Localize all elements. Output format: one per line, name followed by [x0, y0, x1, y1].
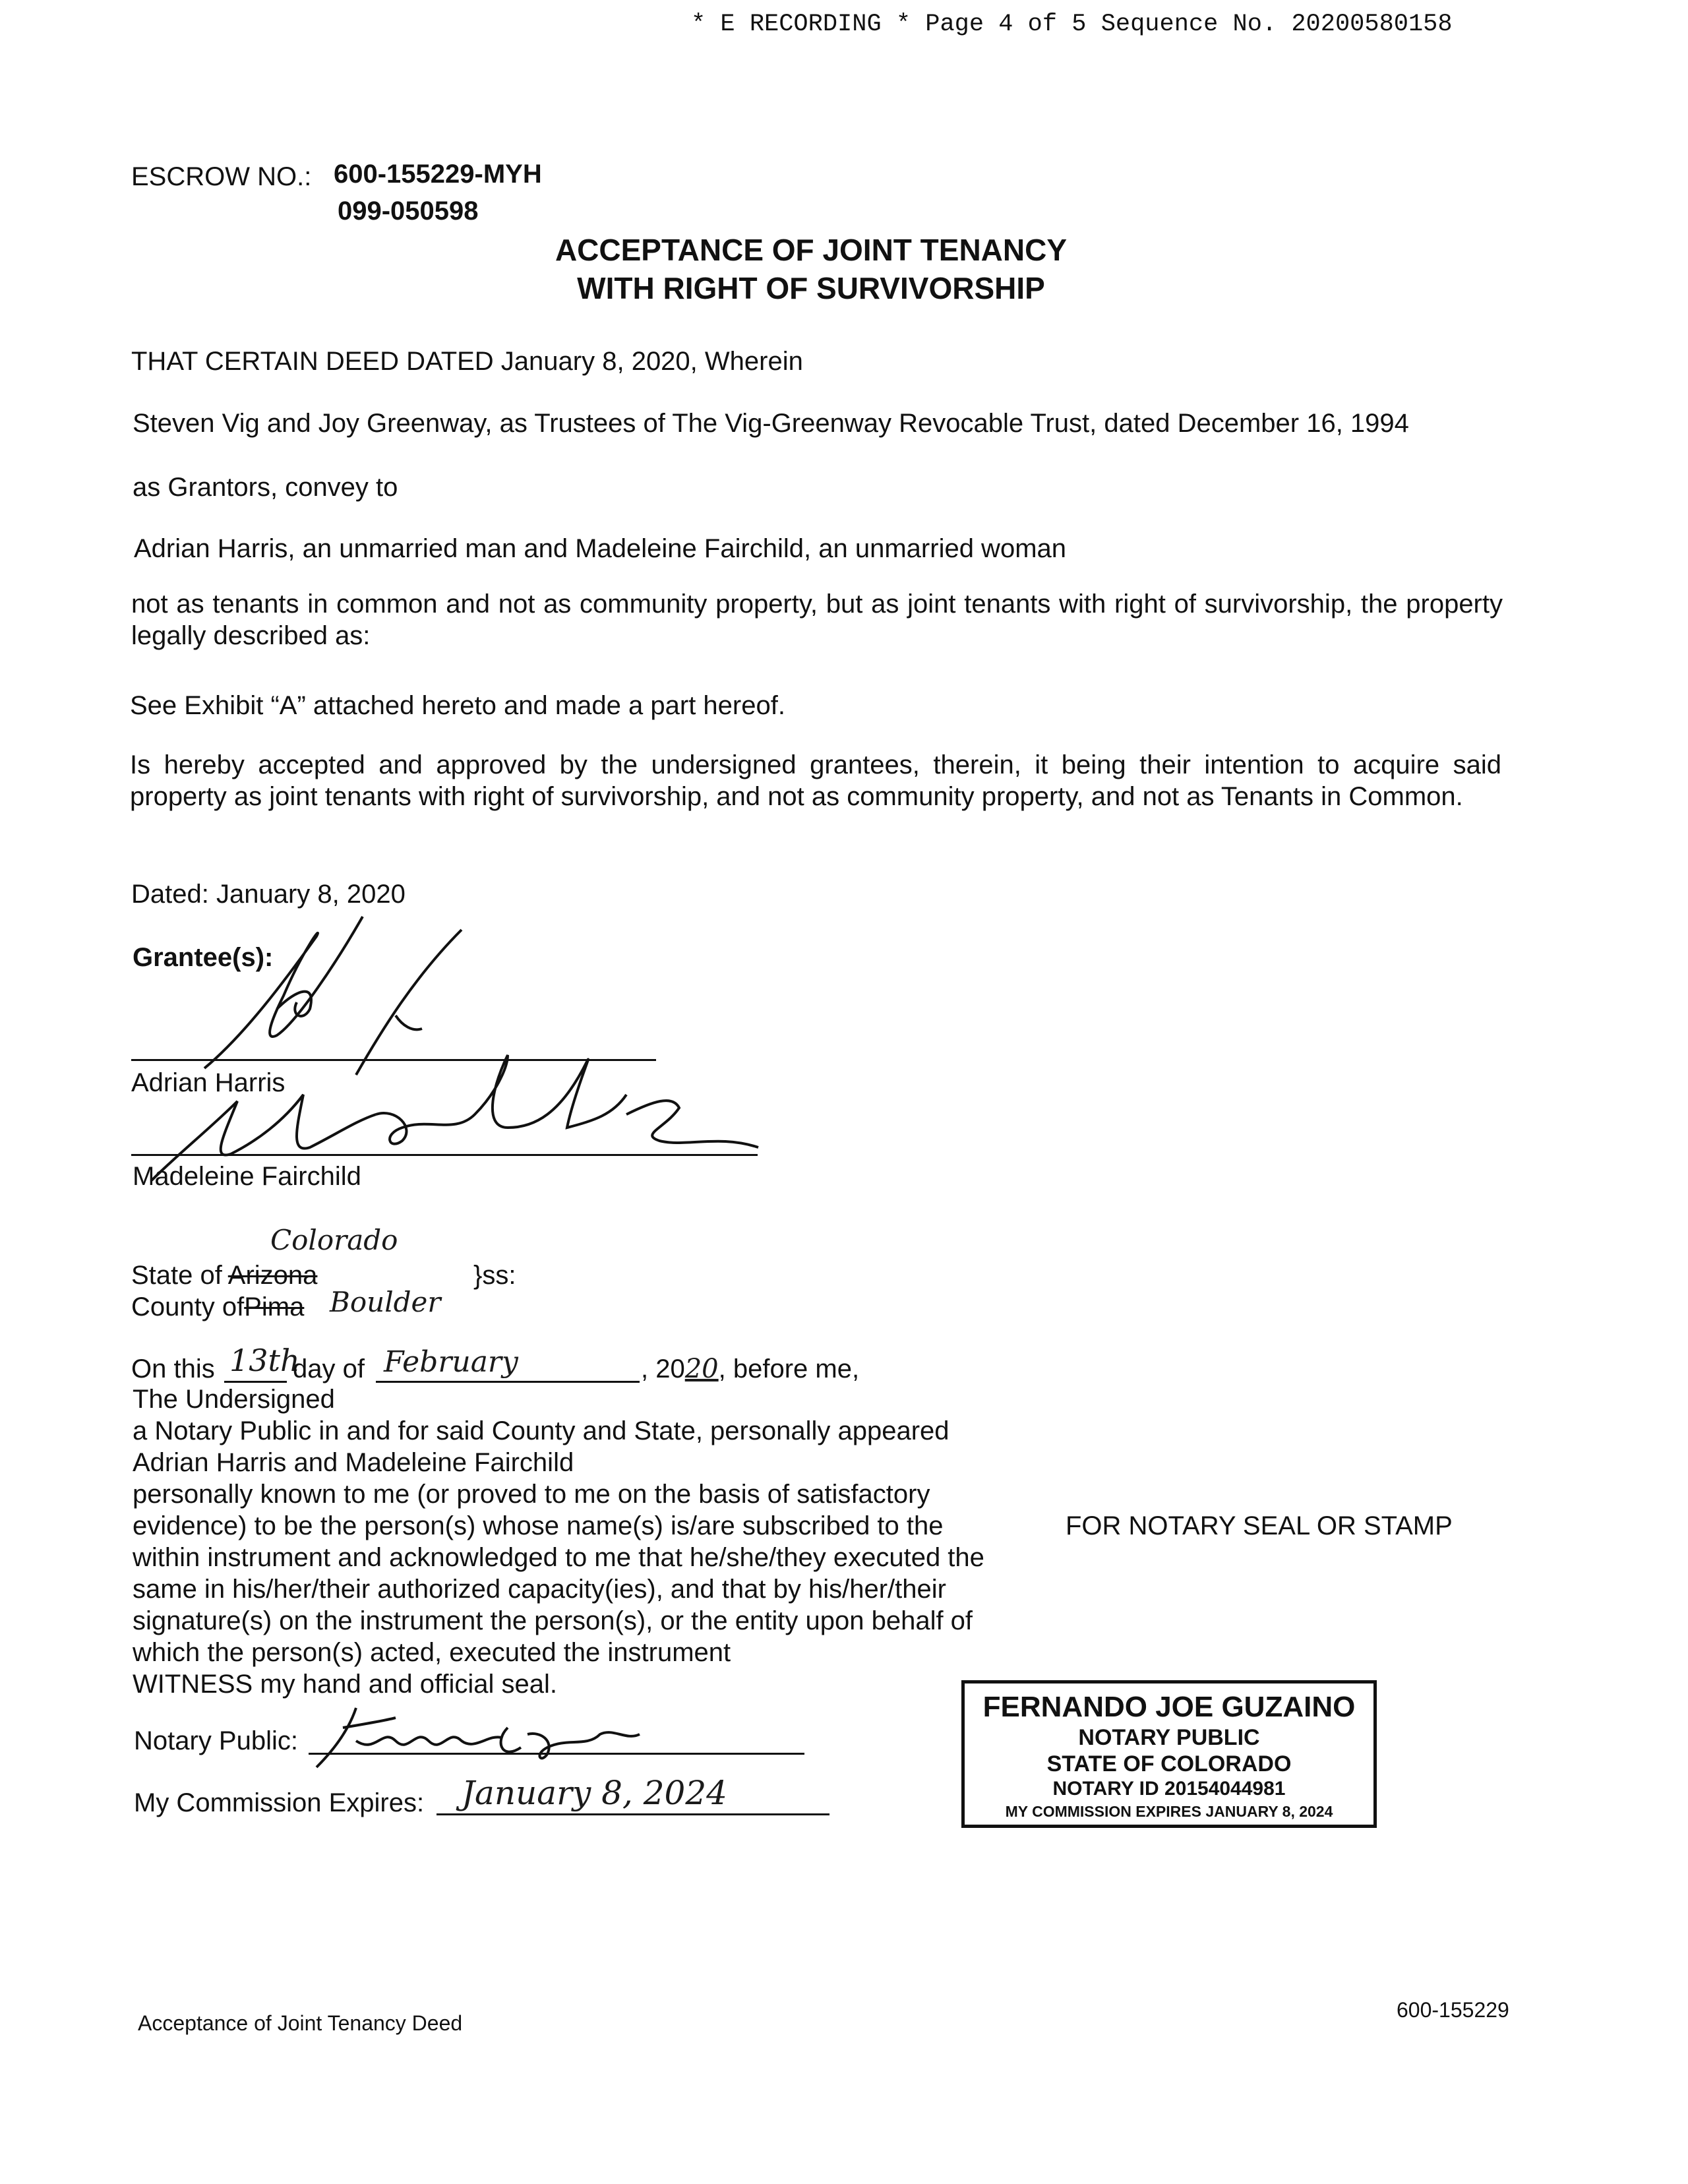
year-handwritten: 20 — [684, 1354, 719, 1384]
recording-header: * E RECORDING * Page 4 of 5 Sequence No. 20200580158 — [691, 11, 1453, 38]
escrow-label: ESCROW NO.: — [131, 162, 312, 191]
stamp-expires: MY COMMISSION EXPIRES JANUARY 8, 2024 — [1005, 1803, 1333, 1820]
ack-line: personally known to me (or proved to me on the basis of satisfactory — [133, 1480, 930, 1509]
state-handwritten: Colorado — [270, 1224, 398, 1256]
notary-public-label: Notary Public: — [134, 1726, 298, 1755]
grantee-2-signature — [138, 1042, 798, 1187]
ack-line: evidence) to be the person(s) whose name(s) is/are subscribed to the — [133, 1511, 944, 1540]
grantors-names: Steven Vig and Joy Greenway, as Trustees of The Vig-Greenway Revocable Trust, dated December 16, 1994 — [133, 409, 1409, 438]
state-printed-struck: Arizona — [227, 1261, 318, 1290]
county-printed-struck: Pima — [244, 1292, 305, 1321]
grantors-convey: as Grantors, convey to — [133, 473, 398, 502]
dated-line: Dated: January 8, 2020 — [131, 880, 406, 909]
month-blank-line — [376, 1381, 640, 1383]
day-blank-line — [224, 1381, 287, 1383]
escrow-number-1: 600-155229-MYH — [334, 160, 542, 189]
grantees-label: Grantee(s): — [133, 943, 274, 972]
grantees-names: Adrian Harris, an unmarried man and Madeleine Fairchild, an unmarried woman — [134, 534, 1067, 563]
county-label: County of — [131, 1292, 245, 1321]
year-prefix: , 20 — [641, 1354, 685, 1383]
document-title-line-1: ACCEPTANCE OF JOINT TENANCY — [555, 233, 1068, 267]
ack-line: Adrian Harris and Madeleine Fairchild — [133, 1448, 574, 1477]
commission-handwritten: January 8, 2024 — [462, 1774, 727, 1812]
commission-label: My Commission Expires: — [134, 1788, 425, 1817]
notary-stamp — [961, 1680, 1377, 1828]
grantee-1-name: Adrian Harris — [131, 1068, 286, 1097]
deed-line: THAT CERTAIN DEED DATED January 8, 2020, Wherein — [131, 347, 803, 376]
commission-line — [437, 1813, 829, 1815]
notary-signature — [310, 1701, 653, 1774]
stamp-title: NOTARY PUBLIC — [1078, 1725, 1260, 1750]
ack-line: same in his/her/their authorized capacity(ies), and that by his/her/their — [133, 1575, 946, 1604]
state-label: State of — [131, 1261, 222, 1290]
before-me: , before me, — [718, 1354, 860, 1383]
footer-left: Acceptance of Joint Tenancy Deed — [138, 2011, 463, 2035]
month-handwritten: February — [384, 1345, 518, 1379]
day-of-label: day of — [293, 1354, 365, 1383]
exhibit-line: See Exhibit “A” attached hereto and made a part hereof. — [130, 691, 785, 720]
tenancy-clause: not as tenants in common and not as community property, but as joint tenants with right of survivorship, the property legally described as: — [131, 590, 1503, 650]
acknowledgment-text — [133, 1383, 984, 1700]
grantee-2-name: Madeleine Fairchild — [133, 1162, 361, 1191]
notary-seal-placeholder: FOR NOTARY SEAL OR STAMP — [1066, 1511, 1453, 1540]
stamp-state: STATE OF COLORADO — [1046, 1751, 1292, 1776]
escrow-number-2: 099-050598 — [338, 197, 479, 226]
ack-line: The Undersigned — [133, 1385, 335, 1414]
ack-line: WITNESS my hand and official seal. — [133, 1670, 557, 1699]
ack-line: signature(s) on the instrument the person(s), or the entity upon behalf of — [133, 1606, 973, 1635]
footer-right: 600-155229 — [1397, 1998, 1509, 2022]
acceptance-clause: Is hereby accepted and approved by the undersigned grantees, therein, it being their intention to acquire said property as joint tenants with right of survivorship, and not as community property, and not as Tenants in Common. — [130, 750, 1501, 811]
day-handwritten: 13th — [229, 1343, 300, 1378]
ack-line: within instrument and acknowledged to me that he/she/they executed the — [133, 1543, 984, 1572]
stamp-id: NOTARY ID 20154044981 — [1052, 1778, 1286, 1800]
ss-marker: }ss: — [473, 1261, 516, 1290]
on-this-label: On this — [131, 1354, 215, 1383]
stamp-name: FERNANDO JOE GUZAINO — [982, 1691, 1356, 1723]
ack-line: a Notary Public in and for said County and State, personally appeared — [133, 1416, 950, 1445]
ack-line: which the person(s) acted, executed the instrument — [133, 1638, 731, 1667]
document-title-line-2: WITH RIGHT OF SURVIVORSHIP — [577, 271, 1045, 305]
county-handwritten: Boulder — [330, 1286, 441, 1318]
